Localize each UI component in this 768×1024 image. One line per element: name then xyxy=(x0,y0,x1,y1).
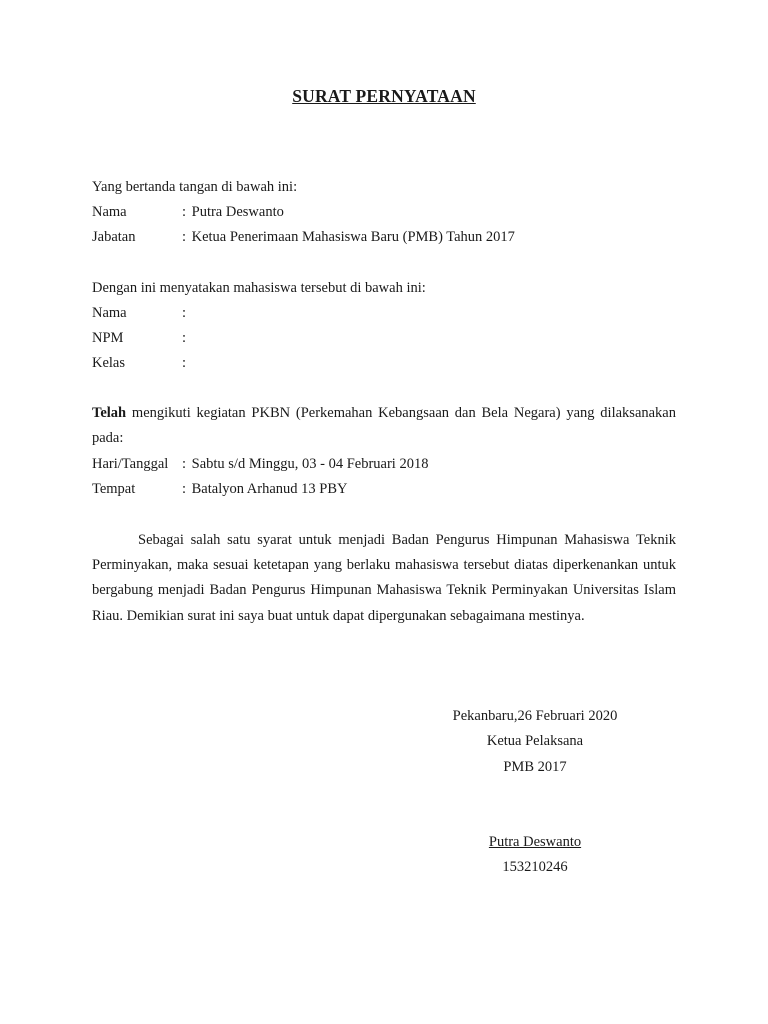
separator: : xyxy=(182,229,187,245)
student-name-label: Nama xyxy=(92,305,127,321)
separator: : xyxy=(182,481,187,497)
activity-bold-word: Telah xyxy=(92,405,127,421)
student-name-row xyxy=(92,303,188,323)
separator: : xyxy=(182,355,187,371)
student-class-row xyxy=(92,353,188,373)
document-title: SURAT PERNYATAAN xyxy=(292,86,476,106)
separator: : xyxy=(182,456,187,472)
statement-text: Dengan ini menyatakan mahasiswa tersebut di bawah ini: xyxy=(92,280,426,296)
signature-org: PMB 2017 xyxy=(503,759,567,775)
activity-place-row xyxy=(92,479,348,499)
separator: : xyxy=(182,204,187,220)
activity-date-row xyxy=(92,454,428,474)
activity-date-value: Sabtu s/d Minggu, 03 - 04 Februari 2018 xyxy=(191,456,429,472)
activity-text: mengikuti kegiatan PKBN (Perkemahan Kebangsaan dan Bela Negara) yang dilaksanakan pada: xyxy=(92,405,676,447)
signature-name: Putra Deswanto xyxy=(488,834,582,850)
student-npm-row xyxy=(92,328,188,348)
activity-place-value: Batalyon Arhanud 13 PBY xyxy=(191,481,348,497)
separator: : xyxy=(182,330,187,346)
signer-position-row xyxy=(92,227,515,247)
activity-place-label: Tempat xyxy=(92,481,136,497)
signer-name-row xyxy=(92,202,284,222)
signer-name-value: Putra Deswanto xyxy=(191,204,284,220)
signature-id-number: 153210246 xyxy=(502,859,568,875)
signature-role: Ketua Pelaksana xyxy=(486,733,584,749)
student-class-label: Kelas xyxy=(92,355,126,371)
signer-position-value: Ketua Penerimaan Mahasiswa Baru (PMB) Tahun 2017 xyxy=(191,229,515,245)
signer-name-label: Nama xyxy=(92,204,127,220)
student-npm-label: NPM xyxy=(92,330,124,346)
activity-paragraph xyxy=(92,401,676,451)
signer-position-label: Jabatan xyxy=(92,229,136,245)
activity-date-label: Hari/Tanggal xyxy=(92,456,169,472)
separator: : xyxy=(182,305,187,321)
closing-paragraph: Sebagai salah satu syarat untuk menjadi Badan Pengurus Himpunan Mahasiswa Teknik Perminyakan, maka sesuai ketetapan yang berlaku mahasiswa tersebut diatas diperkenankan untuk bergabung menjadi Badan Pengurus Himpunan Mahasiswa Teknik Perminyakan Universitas Islam Riau. Demikian surat ini saya buat untuk dapat dipergunakan sebagaimana mestinya. xyxy=(92,532,676,624)
signature-place-date: Pekanbaru,26 Februari 2020 xyxy=(452,708,618,724)
intro-text: Yang bertanda tangan di bawah ini: xyxy=(92,179,298,195)
